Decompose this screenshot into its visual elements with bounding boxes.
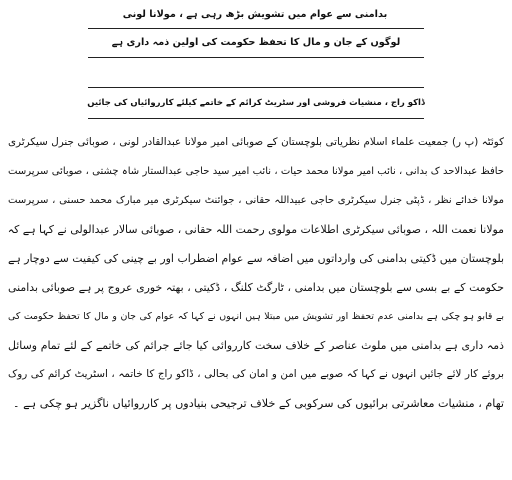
headline-sub-1: لوگوں کے جان و مال کا تحفظ حکومت کی اولین ذمہ داری ہے (111, 37, 401, 48)
article-line: حکومت کے بے بسی سے بلوچستان میں بدامنی ، ٹارگٹ کلنگ ، ڈکیتی ، بھتہ خوری عروج پر ہے صوبائی بدامنی (8, 281, 504, 294)
headline-divider (88, 28, 424, 29)
headline-divider (88, 57, 424, 58)
headline-divider (88, 87, 424, 88)
article-line: بروئے کار لائے جائیں انہوں نے کہا کہ صوبے میں امن و امان کی بحالی ، ڈاکو راج کا خاتمہ ، اسٹریٹ کرائم کی روک (8, 368, 504, 380)
article-line: کوئٹہ (پ ر) جمعیت علماء اسلام نظریاتی بلوچستان کے صوبائی امیر مولانا عبدالقادر لونی ، صوبائی جنرل سیکرٹری (8, 136, 504, 148)
article-line: بلوچستان میں ڈکیتی بدامنی کی وارداتوں میں اضافہ سے عوام اضطراب اور بے چینی کی کیفیت سے دوچار ہے (8, 252, 504, 265)
article-line: بے قابو ہو چکی ہے بدامنی عدم تحفظ اور تشویش میں مبتلا ہیں انہوں نے کہا کہ عوام کی جان و مال کا تحفظ حکومت کی (8, 311, 504, 322)
headline-divider (88, 118, 424, 119)
article-body (8, 128, 504, 476)
article-line: حافظ عبدالاحد ک بدانی ، نائب امیر مولانا محمد حیات ، نائب امیر سید حاجی عبدالستار شاہ چشتی ، صوبائی سرپرست (8, 166, 504, 177)
article-line: تھام ، منشیات معاشرتی برائیوں کی سرکوبی کے خلاف ترجیحی بنیادوں پر کارروائیاں ناگزیر ہو چکی ہے ۔ (13, 397, 504, 410)
article-line: مولانا خدائے نظر ، ڈپٹی جنرل سیکرٹری حاجی عبیداللہ حقانی ، جوائنٹ سیکرٹری میر مبارک محمد حسنی ، سرپرست (8, 195, 504, 206)
article-line: ذمہ داری ہے بدامنی میں ملوث عناصر کے خلاف سخت کارروائی کیا جائے جرائم کی خاتمے کے لئے تمام وسائل (8, 339, 504, 352)
article-line: مولانا نعمت اللہ ، صوبائی سیکرٹری اطلاعات مولوی رحمت اللہ حقانی ، صوبائی سالار عبدالولی نے کہا ہے کہ (8, 223, 504, 236)
headline-sub-2: ڈاکو راج ، منشیات فروشی اور سٹریٹ کرائم کے خاتمے کیلئے کارروائیاں کی جائیں (87, 98, 425, 108)
headline-main: بدامنی سے عوام میں تشویش بڑھ رہی ہے ، مولانا لونی (122, 9, 388, 20)
